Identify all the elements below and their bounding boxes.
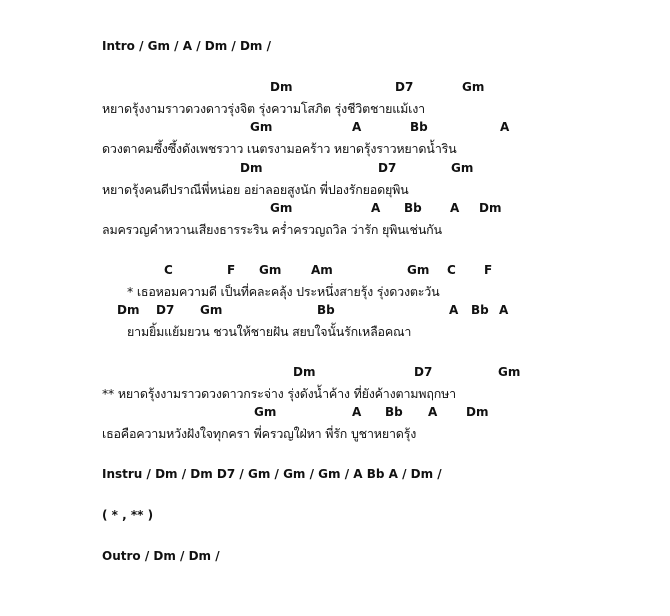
chord: Gm <box>259 263 282 277</box>
chord: Dm <box>240 161 263 175</box>
chord: A <box>499 303 509 317</box>
chord: Am <box>311 263 333 277</box>
chord: C <box>164 263 173 277</box>
chord: Gm <box>407 263 430 277</box>
chord: Bb <box>471 303 489 317</box>
repeat-label: ( * , ** ) <box>102 508 154 522</box>
chord: A <box>449 303 459 317</box>
lyric: หยาดรุ้งคนดีปราณีพี่หน่อย อย่าลอยสูงนัก พี่ปองรักยอดยุพิน <box>102 182 409 197</box>
chord: Dm <box>270 80 293 94</box>
chord: A <box>352 120 362 134</box>
chord: D7 <box>414 365 433 379</box>
chord: Dm <box>466 405 489 419</box>
outro-label: Outro / Dm / Dm / <box>102 549 220 563</box>
chord: F <box>484 263 493 277</box>
chord: Gm <box>462 80 485 94</box>
chord: Dm <box>117 303 140 317</box>
chord: A <box>500 120 510 134</box>
chord: Bb <box>317 303 335 317</box>
lyric: ดวงตาคมซึ้งซึ้งดังเพชรวาว เนตรงามอคร้าว หยาดรุ้งราวหยาดน้ำริน <box>102 141 457 156</box>
lyric: หยาดรุ้งงามราวดวงดาวรุ่งจิต รุ่งความโสภิต รุ่งชีวิตชายแม้เงา <box>102 101 425 116</box>
lyric: เธอคือความหวังฝังใจทุกครา พี่ครวญใฝ่หา พี่รัก บูชาหยาดรุ้ง <box>102 426 417 441</box>
chord: C <box>447 263 456 277</box>
lyric: ** หยาดรุ้งงามราวดวงดาวกระจ่าง รุ่งดังน้ำค้าง ที่ยังค้างตามพฤกษา <box>102 386 456 401</box>
chord: Gm <box>498 365 521 379</box>
intro-label: Intro / Gm / A / Dm / Dm / <box>102 39 271 53</box>
chord: A <box>450 201 460 215</box>
chord: Gm <box>200 303 223 317</box>
chord: D7 <box>395 80 414 94</box>
chord: Gm <box>254 405 277 419</box>
chord: Gm <box>270 201 293 215</box>
chord: A <box>428 405 438 419</box>
lyric: ลมครวญคำหวานเสียงธารระริน คร่ำครวญถวิล ว่ารัก ยุพินเช่นกัน <box>102 222 442 237</box>
chord: A <box>371 201 381 215</box>
chord: Dm <box>479 201 502 215</box>
chord: Bb <box>404 201 422 215</box>
instru-label: Instru / Dm / Dm D7 / Gm / Gm / Gm / A Bb A / Dm / <box>102 467 442 481</box>
chord: Gm <box>250 120 273 134</box>
lyric: * เธอหอมความดี เป็นที่คละคลุ้ง ประหนึ่งสายรุ้ง รุ่งดวงตะวัน <box>127 284 440 299</box>
chord: Bb <box>410 120 428 134</box>
chord: A <box>352 405 362 419</box>
chord: D7 <box>378 161 397 175</box>
chord: D7 <box>156 303 175 317</box>
chord: Dm <box>293 365 316 379</box>
chord: Bb <box>385 405 403 419</box>
chord: Gm <box>451 161 474 175</box>
lyric: ยามยิ้มแย้มยวน ชวนให้ชายฝัน สยบใจนั้นรักเหลือคณา <box>127 324 412 339</box>
chord: F <box>227 263 236 277</box>
